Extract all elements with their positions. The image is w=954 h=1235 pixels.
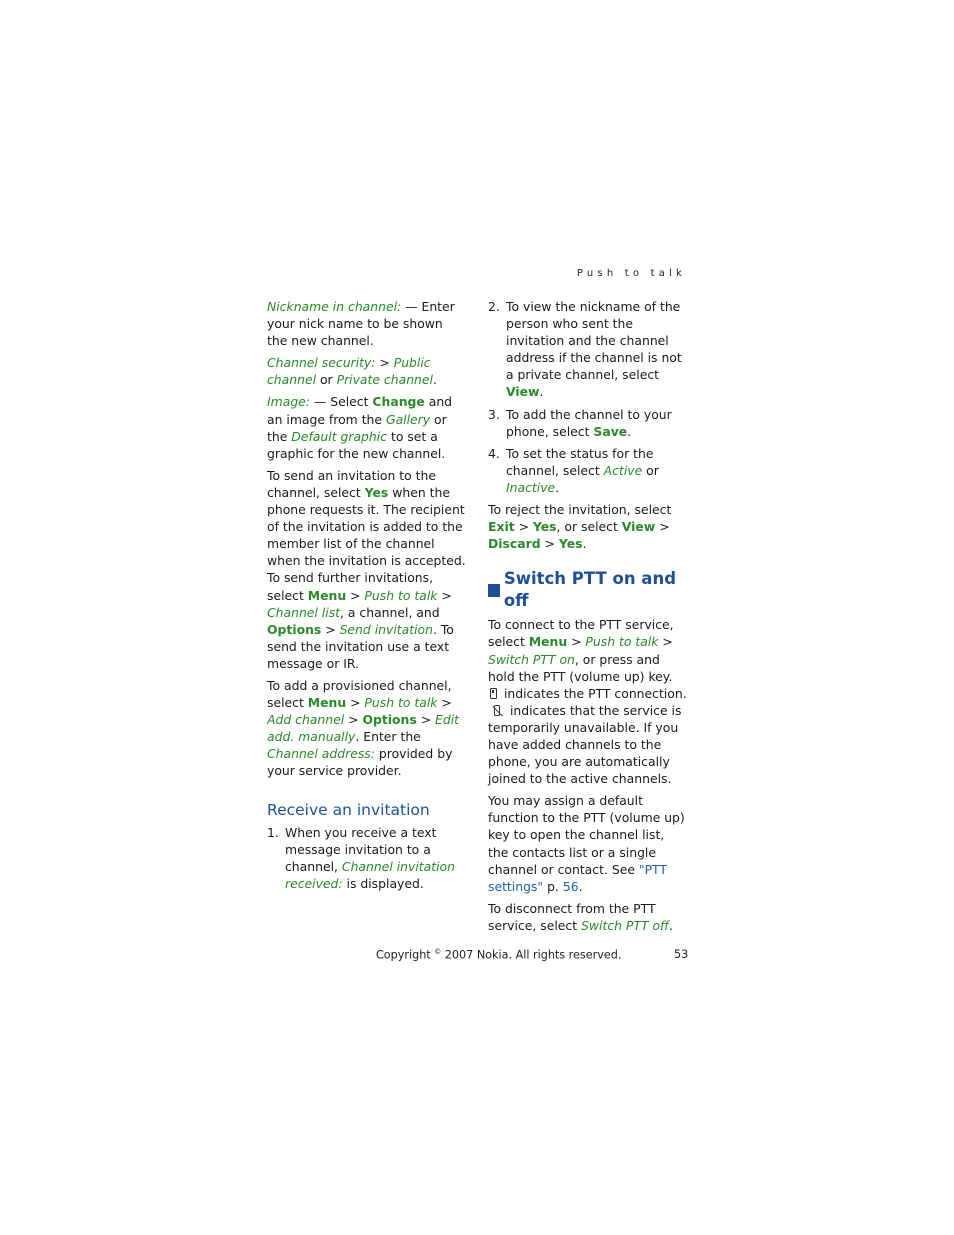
right-column xyxy=(488,298,688,939)
assign-paragraph: You may assign a default function to the PTT (volume up) key to open the channel list, the contacts list or a single channel or contact. See "PTT settings" p. 56. xyxy=(488,793,685,894)
connect-paragraph: To connect to the PTT service, select Menu > Push to talk > Switch PTT on, or press and hold the PTT (volume up) key. indicates the PTT connection. indicates that the service is temporarily unavailable. If you have added channels to the phone, you are automatically joined to the active channels. xyxy=(488,617,687,787)
send-invitation-paragraph: To send an invitation to the channel, select Yes when the phone requests it. The recipient of the invitation is added to the member list of the channel when the invitation is accepted. To send further invitations, select Menu > Push to talk > Channel list, a channel, and Options > Send invitation. To send the invitation use a text message or IR. xyxy=(267,467,466,671)
security-paragraph: Channel security: > Public channel or Private channel. xyxy=(267,355,437,388)
nickname-label: Nickname in channel: xyxy=(267,299,402,314)
ptt-unavailable-icon xyxy=(491,705,503,717)
disconnect-paragraph: To disconnect from the PTT service, select Switch PTT off. xyxy=(488,900,673,933)
image-paragraph: Image: — Select Change and an image from the Gallery or the Default graphic to set a graphic for the new channel. xyxy=(267,394,453,461)
reject-paragraph: To reject the invitation, select Exit > Yes, or select View > Discard > Yes. xyxy=(488,502,672,552)
page-reference-link[interactable]: 56 xyxy=(562,878,579,894)
ptt-settings-link[interactable]: "PTT settings" xyxy=(488,861,667,894)
page-number: 53 xyxy=(674,948,689,961)
nickname-paragraph: Nickname in channel: — Enter your nick name to be shown the new channel. xyxy=(267,299,455,349)
provisioned-paragraph: To add a provisioned channel, select Menu > Push to talk > Add channel > Options > Edit add. manually. Enter the Channel address: provided by your service provider. xyxy=(267,677,460,779)
receive-invitation-heading: Receive an invitation xyxy=(267,800,430,819)
receive-steps-list xyxy=(267,824,467,892)
section-square-icon xyxy=(488,584,500,597)
left-column xyxy=(267,298,467,897)
receive-steps-list-continued xyxy=(488,298,688,496)
running-header: Push to talk xyxy=(576,268,686,279)
switch-ptt-heading: Switch PTT on and off xyxy=(488,568,688,612)
list-item: 4. To set the status for the channel, select Active or Inactive. xyxy=(488,445,659,495)
list-item: 2. To view the nickname of the person who sent the invitation and the channel address if the channel is not a private channel, select View. xyxy=(488,299,682,400)
list-item: 3. To add the channel to your phone, select Save. xyxy=(488,406,672,439)
list-item: 1. When you receive a text message invitation to a channel, Channel invitation received: is displayed. xyxy=(267,824,455,891)
copyright-footer: Copyright © 2007 Nokia. All rights reserved. xyxy=(376,948,622,962)
ptt-connected-icon xyxy=(490,688,497,699)
